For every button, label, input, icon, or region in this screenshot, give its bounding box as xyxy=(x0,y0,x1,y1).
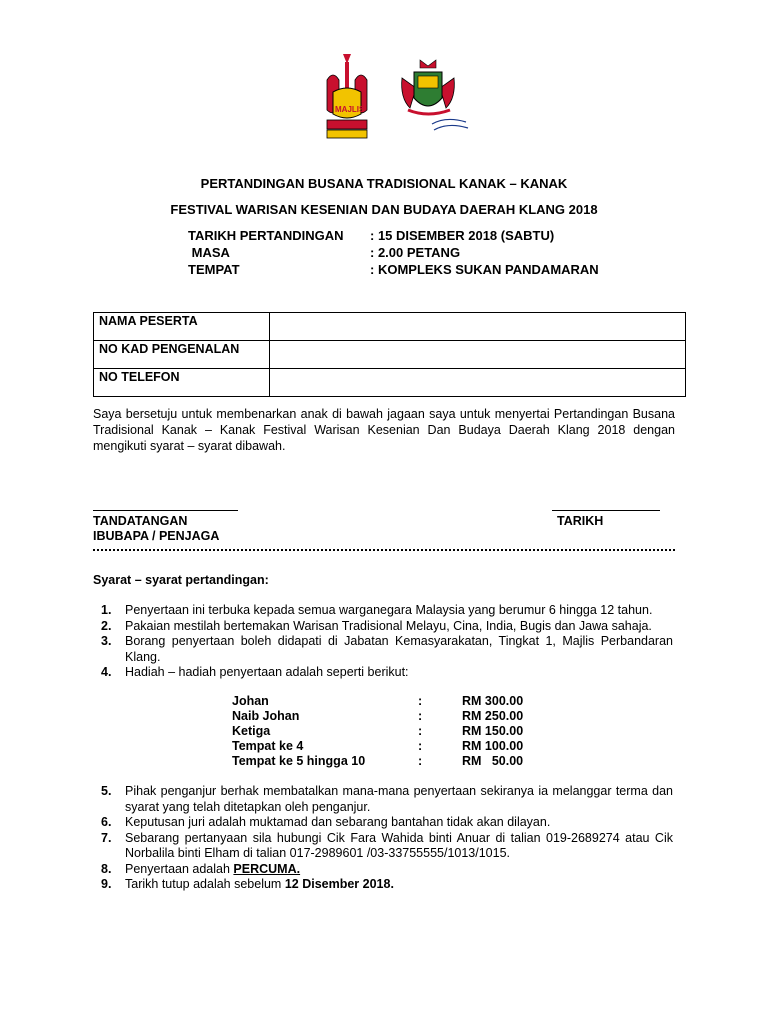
name-label: NAMA PESERTA xyxy=(94,313,270,341)
item-text: Pihak penganjur berhak membatalkan mana-mana penyertaan sekiranya ia melanggar terma dan syarat yang telah ditetapkan oleh penganjur. xyxy=(125,784,673,814)
free-emphasis: PERCUMA. xyxy=(233,861,301,876)
date-label: TARIKH xyxy=(557,514,604,528)
prize-amount: RM 150.00 xyxy=(462,724,524,738)
item-text: Hadiah – hadiah penyertaan adalah seperti berikut: xyxy=(125,665,409,679)
info-row-time xyxy=(188,245,460,260)
item-number: 9. xyxy=(101,877,112,891)
prize-amount: RM 100.00 xyxy=(462,739,524,753)
prize-row xyxy=(232,709,523,724)
page-subtitle: FESTIVAL WARISAN KESENIAN DAN BUDAYA DAERAH KLANG 2018 xyxy=(170,202,598,217)
participant-form xyxy=(93,312,686,397)
info-row-date xyxy=(188,228,554,243)
left-emblem-icon xyxy=(305,50,475,150)
prize-name: Tempat ke 4 xyxy=(232,739,304,753)
ic-label: NO KAD PENGENALAN xyxy=(94,341,270,369)
prize-name: Johan xyxy=(232,694,269,708)
item-text: Keputusan juri adalah muktamad dan sebarang bantahan tidak akan dilayan. xyxy=(125,815,551,829)
info-row-venue xyxy=(188,262,599,277)
item-number: 3. xyxy=(101,634,112,648)
item-number: 7. xyxy=(101,830,112,845)
terms-list-continued xyxy=(93,784,673,893)
list-item xyxy=(93,619,673,635)
item-number: 5. xyxy=(101,784,112,798)
phone-label: NO TELEFON xyxy=(94,369,270,397)
prize-amount: RM 250.00 xyxy=(462,709,524,723)
prize-amount: RM 300.00 xyxy=(462,694,524,708)
prize-name: Ketiga xyxy=(232,724,271,738)
item-text: Penyertaan adalah xyxy=(125,861,234,876)
prize-amount: RM 50.00 xyxy=(462,754,524,768)
item-text: Penyertaan ini terbuka kepada semua warganegara Malaysia yang berumur 6 hingga 12 tahun. xyxy=(125,603,653,617)
item-number: 4. xyxy=(101,665,112,679)
item-number: 1. xyxy=(101,603,112,617)
prize-row xyxy=(232,754,523,769)
prize-row xyxy=(232,724,523,739)
list-item xyxy=(93,877,673,893)
prize-name: Tempat ke 5 hingga 10 xyxy=(232,754,366,768)
terms-list xyxy=(93,603,673,681)
prize-colon: : xyxy=(418,694,423,708)
item-number: 6. xyxy=(101,815,112,829)
ic-field[interactable] xyxy=(270,341,686,369)
date-line[interactable] xyxy=(552,510,660,511)
prize-row xyxy=(232,739,523,754)
phone-field[interactable] xyxy=(270,369,686,397)
prize-colon: : xyxy=(418,709,423,723)
terms-title: Syarat – syarat pertandingan: xyxy=(93,573,269,587)
item-text: Tarikh tutup adalah sebelum xyxy=(125,877,285,891)
list-item xyxy=(93,603,673,619)
item-text: Sebarang pertanyaan sila hubungi Cik Fara Wahida binti Anuar di talian 019-2689274 atau Cik Norbalila binti Elham di talian 017-2989601 /03-33755555/1013/1015. xyxy=(125,830,673,860)
svg-text:MAJLIS: MAJLIS xyxy=(335,105,365,114)
signature-line[interactable] xyxy=(93,510,238,511)
consent-paragraph: Saya bersetuju untuk membenarkan anak di bawah jagaan saya untuk menyertai Pertandingan Busana Tradisional Kanak – Kanak Festival Warisan Kesenian Dan Budaya Daerah Klang 2018 dengan mengikuti syarat – syarat dibawah. xyxy=(93,407,675,453)
info-key: MASA xyxy=(188,245,230,260)
info-key: TEMPAT xyxy=(188,262,240,277)
info-key: TARIKH PERTANDINGAN xyxy=(188,228,344,243)
prize-colon: : xyxy=(418,739,423,753)
info-value: : 15 DISEMBER 2018 (SABTU) xyxy=(370,228,555,243)
item-number: 8. xyxy=(101,861,112,876)
prize-name: Naib Johan xyxy=(232,709,300,723)
header-logos xyxy=(305,50,475,150)
signature-label: TANDATANGAN xyxy=(93,514,188,528)
prize-colon: : xyxy=(418,724,423,738)
list-item xyxy=(93,862,673,878)
cut-line xyxy=(93,549,675,551)
item-text: Pakaian mestilah bertemakan Warisan Tradisional Melayu, Cina, India, Bugis dan Jawa sahaja. xyxy=(125,618,652,633)
item-number: 2. xyxy=(101,618,112,633)
name-field[interactable] xyxy=(270,313,686,341)
guardian-label: IBUBAPA / PENJAGA xyxy=(93,529,220,543)
prize-row xyxy=(232,694,523,709)
page-title: PERTANDINGAN BUSANA TRADISIONAL KANAK – KANAK xyxy=(200,176,568,191)
list-item xyxy=(93,831,673,862)
item-text: Borang penyertaan boleh didapati di Jabatan Kemasyarakatan, Tingkat 1, Majlis Perbandaran Klang. xyxy=(125,634,673,664)
list-item xyxy=(93,784,673,815)
prize-colon: : xyxy=(418,754,423,768)
list-item xyxy=(93,665,673,681)
info-value: : 2.00 PETANG xyxy=(370,245,461,260)
info-value: : KOMPLEKS SUKAN PANDAMARAN xyxy=(370,262,599,277)
deadline-emphasis: 12 Disember 2018. xyxy=(284,877,394,891)
list-item xyxy=(93,634,673,665)
list-item xyxy=(93,815,673,831)
